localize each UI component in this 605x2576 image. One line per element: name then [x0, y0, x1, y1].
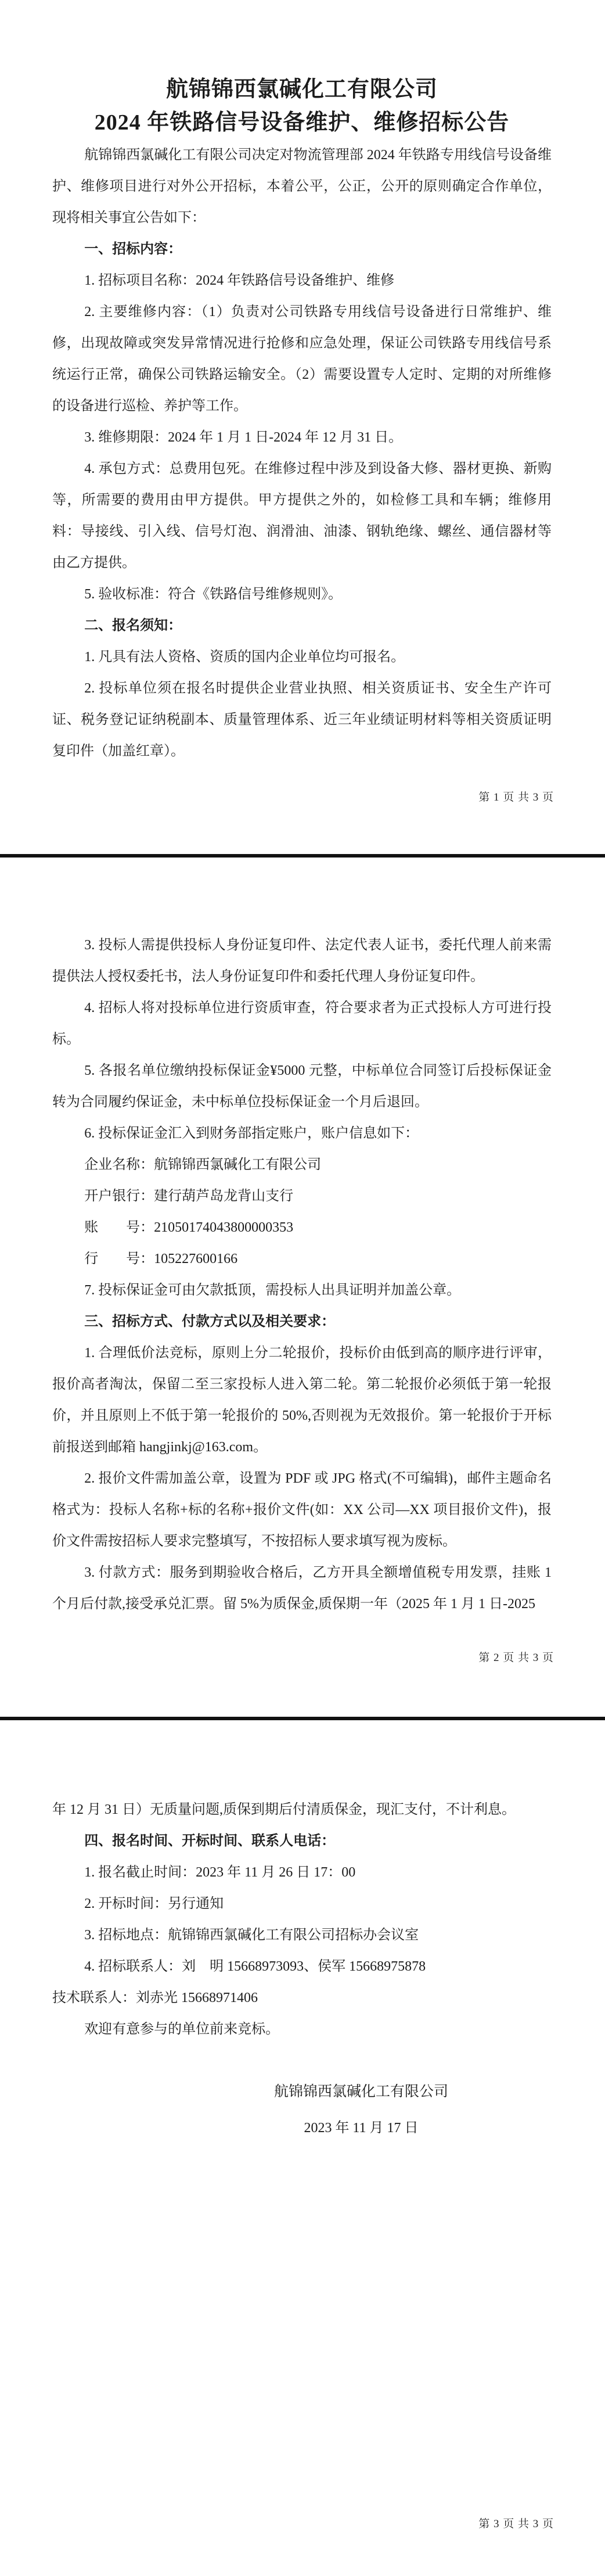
section3-item-3: 3. 付款方式：服务到期验收合格后，乙方开具全额增值税专用发票，挂账 1 个月后付款,接受承兑汇票。留 5%为质保金,质保期一年（2025 年 1 月 1 日-2025 [52, 1565, 552, 1612]
section2-item-4: 4. 招标人将对投标单位进行资质审查，符合要求者为正式投标人方可进行投标。 [52, 1000, 552, 1047]
page-number-footer: 第 3 页 共 3 页 [478, 2518, 554, 2530]
page-number-footer: 第 2 页 共 3 页 [478, 1652, 554, 1664]
closing-invitation: 欢迎有意参与的单位前来竞标。 [84, 2022, 280, 2037]
section2-item-2: 2. 投标单位须在报名时提供企业营业执照、相关资质证书、安全生产许可证、税务登记证纳税副本、质量管理体系、近三年业绩证明材料等相关资质证明复印件（加盖红章）。 [52, 681, 552, 759]
section1-item-5: 5. 验收标准：符合《铁路信号维修规则》。 [84, 587, 343, 602]
page-number-footer: 第 1 页 共 3 页 [478, 791, 554, 803]
signature-company-name: 航锦锦西氯碱化工有限公司 [273, 2084, 448, 2100]
section4-heading: 四、报名时间、开标时间、联系人电话： [84, 1834, 336, 1849]
bank-branch-number: 行 号：105227600166 [84, 1251, 238, 1267]
signature-date: 2023 年 11 月 17 日 [304, 2121, 419, 2136]
document-title-subject: 2024 年铁路信号设备维护、维修招标公告 [94, 110, 510, 135]
page-2 [0, 858, 605, 1720]
intro-paragraph: 航锦锦西氯碱化工有限公司决定对物流管理部 2024 年铁路专用线信号设备维护、维修项目进行对外公开招标，本着公平，公正，公开的原则确定合作单位，现将相关事宜公告如下： [52, 148, 552, 225]
section4-item-1: 1. 报名截止时间：2023 年 11 月 26 日 17：00 [84, 1865, 356, 1880]
signature-block [274, 2076, 448, 2144]
bank-name: 开户银行：建行葫芦岛龙背山支行 [84, 1189, 294, 1204]
section2-item-1: 1. 凡具有法人资格、资质的国内企业单位均可报名。 [84, 650, 405, 665]
section3-heading: 三、招标方式、付款方式以及相关要求： [84, 1314, 336, 1329]
section4-item-4: 4. 招标联系人：刘 明 15668973093、侯军 15668975878 [84, 1959, 426, 1974]
page-1 [0, 0, 605, 858]
bank-company-name: 企业名称：航锦锦西氯碱化工有限公司 [84, 1157, 322, 1172]
section4-item-3: 3. 招标地点：航锦锦西氯碱化工有限公司招标办会议室 [84, 1928, 419, 1943]
section1-heading: 一、招标内容： [84, 242, 182, 257]
section1-item-4: 4. 承包方式：总费用包死。在维修过程中涉及到设备大修、器材更换、新购等，所需要的费用由甲方提供。甲方提供之外的，如检修工具和车辆；维修用料：导接线、引入线、信号灯泡、润滑油、油漆、钢轨绝缘、螺丝、通信器材等由乙方提供。 [52, 461, 552, 571]
section3-item-1: 1. 合理低价法竞标，原则上分二轮报价，投标价由低到高的顺序进行评审，报价高者淘汰，保留二至三家投标人进入第二轮。第二轮报价必须低于第一轮报价，并且原则上不低于第一轮报价的 50%,否则视为无效报价。第一轮报价于开标前报送到邮箱 hangjinkj@163.com。 [52, 1346, 552, 1455]
section2-item-5: 5. 各报名单位缴纳投标保证金¥5000 元整，中标单位合同签订后投标保证金转为合同履约保证金，未中标单位投标保证金一个月后退回。 [52, 1063, 552, 1110]
technical-contact: 技术联系人：刘赤光 15668971406 [52, 1990, 258, 2005]
section2-item-7: 7. 投标保证金可由欠款抵顶，需投标人出具证明并加盖公章。 [84, 1283, 461, 1298]
section4-item-2: 2. 开标时间：另行通知 [84, 1896, 224, 1911]
section1-item-2: 2. 主要维修内容：（1）负责对公司铁路专用线信号设备进行日常维护、维修，出现故障或突发异常情况进行抢修和应急处理，保证公司铁路专用线信号系统运行正常，确保公司铁路运输安全。（2）需要设置专人定时、定期的对所维修的设备进行巡检、养护等工作。 [52, 304, 552, 414]
section2-heading: 二、报名须知： [84, 618, 182, 633]
section2-item-3: 3. 投标人需提供投标人身份证复印件、法定代表人证书，委托代理人前来需提供法人授权委托书，法人身份证复印件和委托代理人身份证复印件。 [52, 938, 552, 984]
section3-item-3-continuation: 年 12 月 31 日）无质量问题,质保到期后付清质保金，现汇支付，不计利息。 [52, 1802, 516, 1817]
section3-item-2: 2. 报价文件需加盖公章，设置为 PDF 或 JPG 格式(不可编辑)，邮件主题命名格式为：投标人名称+标的名称+报价文件(如：XX 公司—XX 项目报价文件)，报价文件需按招标人要求完整填写，不按招标人要求填写视为废标。 [52, 1471, 552, 1549]
bank-account-number: 账 号：21050174043800000353 [84, 1220, 294, 1235]
section1-item-3: 3. 维修期限：2024 年 1 月 1 日-2024 年 12 月 31 日。 [84, 430, 403, 445]
section2-item-6: 6. 投标保证金汇入到财务部指定账户，账户信息如下： [84, 1126, 419, 1141]
section1-item-1: 1. 招标项目名称：2024 年铁路信号设备维护、维修 [84, 273, 395, 288]
document-title-company: 航锦锦西氯碱化工有限公司 [165, 77, 438, 102]
page-3 [0, 1720, 605, 2576]
